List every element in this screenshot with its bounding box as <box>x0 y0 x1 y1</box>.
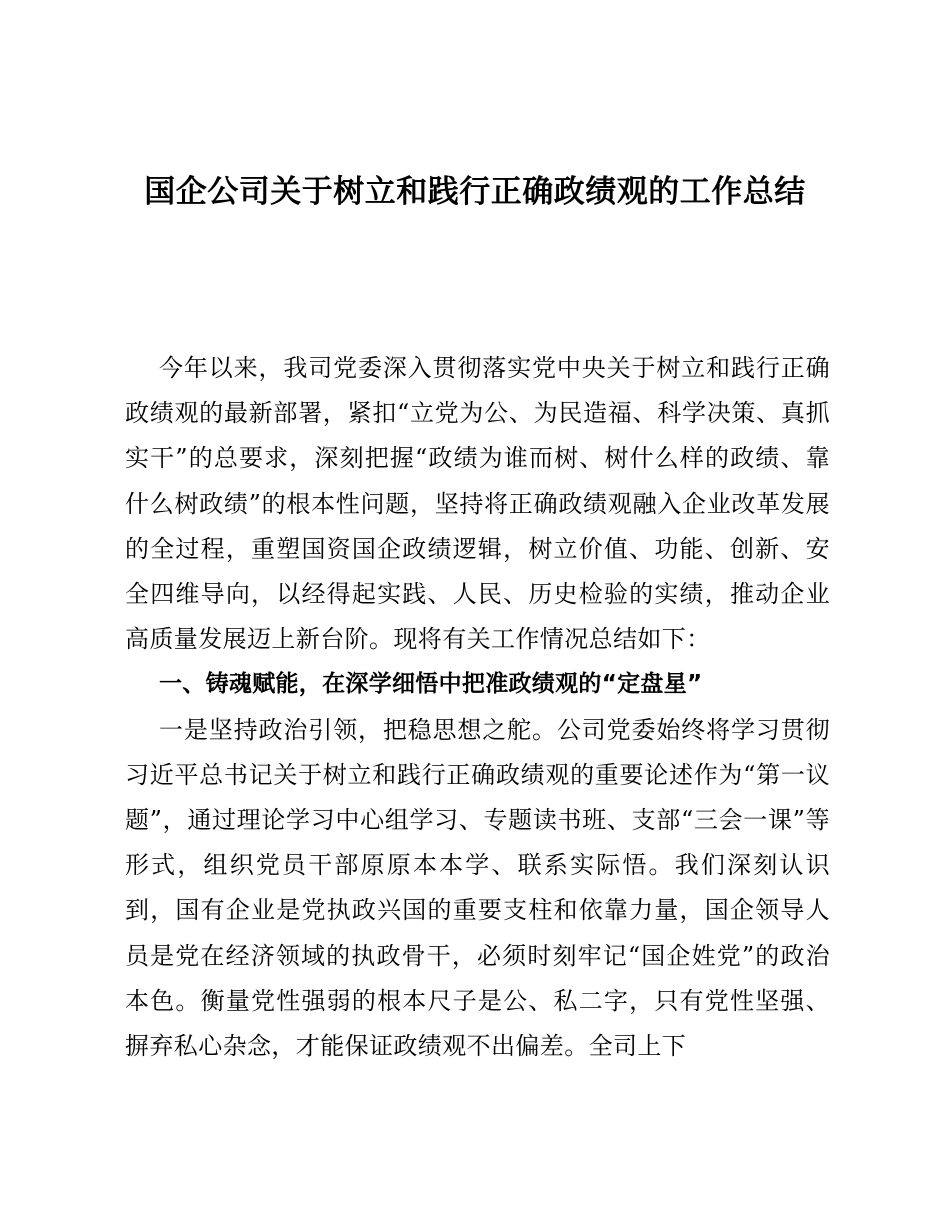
intro-paragraph: 今年以来，我司党委深入贯彻落实党中央关于树立和践行正确政绩观的最新部署，紧扣“立党为公、为民造福、科学决策、真抓实干”的总要求，深刻把握“政绩为谁而树、树什么样的政绩、靠什么树政绩”的根本性问题，坚持将正确政绩观融入企业改革发展的全过程，重塑国资国企政绩逻辑，树立价值、功能、创新、安全四维导向，以经得起实践、人民、历史检验的实绩，推动企业高质量发展迈上新台阶。现将有关工作情况总结如下： <box>125 354 830 654</box>
section-1-paragraph-1: 一是坚持政治引领，把稳思想之舵。公司党委始终将学习贯彻习近平总书记关于树立和践行正确政绩观的重要论述作为“第一议题”，通过理论学习中心组学习、专题读书班、支部“三会一课”等形式，组织党员干部原原本本学、联系实际悟。我们深刻认识到，国有企业是党执政兴国的重要支柱和依靠力量，国企领导人员是党在经济领域的执政骨干，必须时刻牢记“国企姓党”的政治本色。衡量党性强弱的根本尺子是公、私二字，只有党性坚强、摒弃私心杂念，才能保证政绩观不出偏差。全司上下 <box>125 715 830 1061</box>
document-body <box>125 346 830 1069</box>
section-heading-1: 一、铸魂赋能，在深学细悟中把准政绩观的“定盘星” <box>159 671 703 698</box>
document-title: 国企公司关于树立和践行正确政绩观的工作总结 <box>144 174 806 210</box>
